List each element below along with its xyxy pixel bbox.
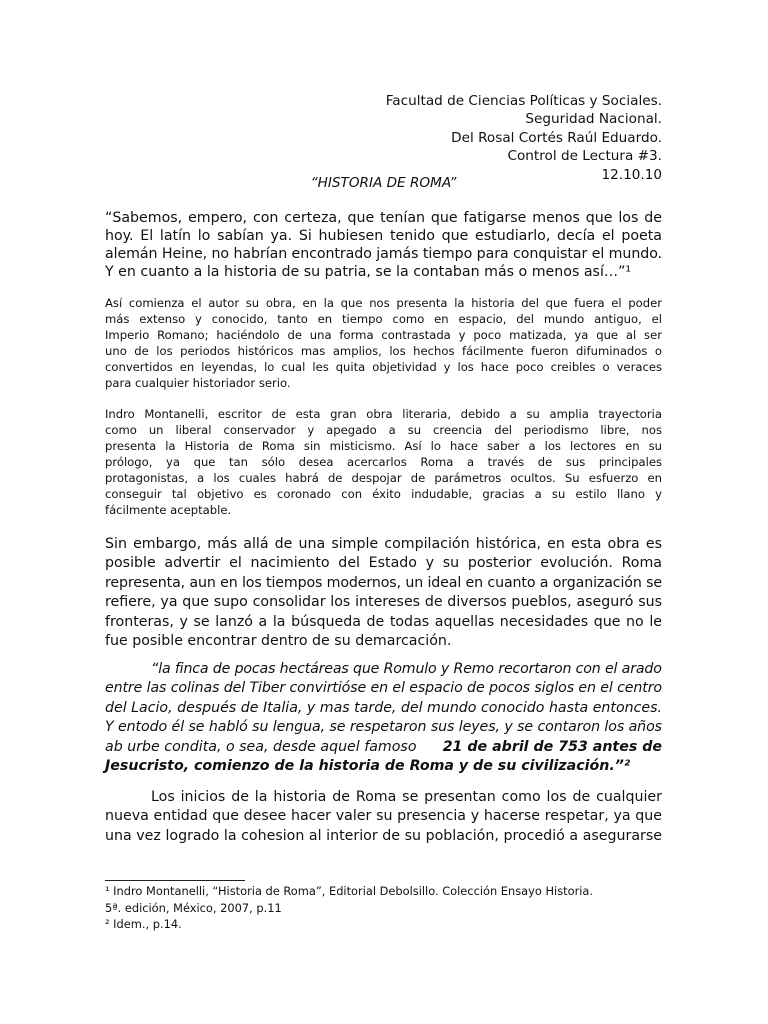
line-text: “la finca de pocas hectáreas que Romulo y Remo recortaron con el arado: [151, 661, 662, 677]
line-text: convertidos en leyendas, lo cual les quita objetividad y los hace poco creibles o veraces: [105, 360, 662, 374]
emphasis-line: Jesucristo, comienzo de la historia de Roma y de su civilización.”²: [105, 757, 631, 774]
paragraph-line: [105, 228, 662, 246]
line-text: protagonistas, a los cuales habrá de despojar de parámetros ocultos. Su esfuerzo en: [105, 471, 662, 485]
footnote-2: ² Idem., p.14.: [105, 917, 182, 931]
line-text: prólogo, ya que tan sólo desea acercarlos Roma a través de sus principales: [105, 455, 662, 469]
paragraph-line: [105, 614, 662, 633]
analysis-paragraph: [105, 536, 662, 652]
line-text: presenta la Historia de Roma sin misticismo. Así lo hace saber a los lectores en su: [105, 439, 662, 453]
paragraph-line: [105, 246, 662, 264]
paragraph-line: [105, 455, 662, 471]
paragraph-line: [105, 264, 662, 282]
paragraph-line: [105, 739, 662, 758]
beginnings-paragraph: [105, 789, 662, 847]
opening-quote-paragraph: [105, 210, 662, 282]
paragraph-line: [105, 700, 662, 719]
line-text: hoy. El latín lo sabían ya. Si hubiesen tenido que estudiarlo, decía el poeta: [105, 228, 662, 244]
line-text: Los inicios de la historia de Roma se presentan como los de cualquier: [151, 789, 662, 805]
line-text: uno de los periodos históricos mas amplios, los hechos fácilmente fueron difuminados o: [105, 344, 662, 358]
line-text: para cualquier historiador serio.: [105, 376, 291, 390]
line-text: fronteras, y se lanzó a la búsqueda de todas aquellas necesidades que no le: [105, 613, 662, 630]
header-assignment: Control de Lectura #3.: [507, 148, 662, 165]
line-text: refiere, ya que supo consolidar los intereses de diversos pueblos, aseguró sus: [105, 594, 662, 611]
paragraph-line: [105, 789, 662, 808]
paragraph-line: [105, 719, 662, 738]
line-text: representa, aun en los tiempos modernos, un ideal en cuanto a organización se: [105, 574, 662, 591]
paragraph-line: [105, 633, 662, 652]
document-title: “HISTORIA DE ROMA”: [310, 175, 457, 191]
paragraph-line: [105, 296, 662, 312]
paragraph-line: [105, 758, 662, 777]
line-text: Y en cuanto a la historia de su patria, se la contaban más o menos así…”¹: [105, 264, 632, 280]
line-text: Imperio Romano; haciéndolo de una forma contrastada y poco matizada, ya que al ser: [105, 328, 662, 342]
author-paragraph: [105, 407, 662, 519]
line-text: ab urbe condita, o sea, desde aquel famoso: [105, 738, 417, 755]
document-header: [386, 92, 662, 184]
paragraph-line: [105, 439, 662, 455]
footnote-1: ¹ Indro Montanelli, “Historia de Roma”, Editorial Debolsillo. Colección Ensayo Historia.: [105, 884, 594, 898]
paragraph-line: [105, 487, 662, 503]
block-quote-paragraph: [105, 661, 662, 777]
paragraph-line: [105, 471, 662, 487]
line-text: del Lacio, después de Italia, y mas tarde, del mundo conocido hasta entonces.: [105, 699, 662, 716]
paragraph-line: [105, 423, 662, 439]
footnote-1-continued: 5ª. edición, México, 2007, p.11: [105, 901, 282, 915]
paragraph-line: [105, 575, 662, 594]
header-author: Del Rosal Cortés Raúl Eduardo.: [451, 129, 662, 146]
line-text: más extenso y conocido, tanto en tiempo como en espacio, del mundo antiguo, el: [105, 312, 662, 326]
paragraph-line: [105, 503, 662, 519]
line-text: posible advertir el nacimiento del Estado y su posterior evolución. Roma: [105, 555, 662, 572]
header-date: 12.10.10: [601, 166, 662, 183]
line-text: como un liberal conservador y apegado a su creencia del periodismo libre, nos: [105, 423, 662, 437]
line-text: entre las colinas del Tiber convirtióse en el espacio de pocos siglos en el centro: [105, 680, 662, 697]
emphasis-date: 21 de abril de 753 antes de: [442, 738, 662, 755]
line-text: alemán Heine, no habrían encontrado jamás tiempo para conquistar el mundo.: [105, 246, 662, 262]
paragraph-line: [105, 680, 662, 699]
line-text: una vez logrado la cohesion al interior de su población, procedió a asegurarse: [105, 827, 662, 844]
paragraph-line: [105, 360, 662, 376]
paragraph-line: [105, 661, 662, 680]
paragraph-line: [105, 376, 662, 392]
paragraph-line: [105, 210, 662, 228]
paragraph-line: [105, 555, 662, 574]
line-text: “Sabemos, empero, con certeza, que tenían que fatigarse menos que los de: [105, 210, 662, 226]
paragraph-line: [105, 407, 662, 423]
paragraph-line: [105, 344, 662, 360]
line-text: Así comienza el autor su obra, en la que nos presenta la historia del que fuera el poder: [105, 296, 662, 310]
line-text: Sin embargo, más allá de una simple compilación histórica, en esta obra es: [105, 536, 662, 552]
line-text: Y entodo él se habló su lengua, se respetaron sus leyes, y se contaron los años: [105, 719, 662, 736]
line-text: fue posible encontrar dentro de su demarcación.: [105, 632, 452, 649]
intro-paragraph: [105, 296, 662, 392]
paragraph-line: [105, 536, 662, 555]
line-text: nueva entidad que desee hacer valer su presencia y hacerse respetar, ya que: [105, 808, 662, 825]
paragraph-line: [105, 808, 662, 827]
line-text: Indro Montanelli, escritor de esta gran obra literaria, debido a su amplia trayectoria: [105, 407, 662, 421]
header-faculty: Facultad de Ciencias Políticas y Sociales.: [385, 93, 662, 109]
paragraph-line: [105, 594, 662, 613]
line-text: conseguir tal objetivo es coronado con éxito indudable, gracias a su estilo llano y: [105, 487, 662, 501]
document-page: [105, 0, 662, 1024]
paragraph-line: [105, 312, 662, 328]
paragraph-line: [105, 828, 662, 847]
paragraph-line: [105, 328, 662, 344]
footnote-separator: [105, 880, 245, 881]
header-subject: Seguridad Nacional.: [525, 111, 662, 128]
line-text: fácilmente aceptable.: [105, 503, 232, 517]
